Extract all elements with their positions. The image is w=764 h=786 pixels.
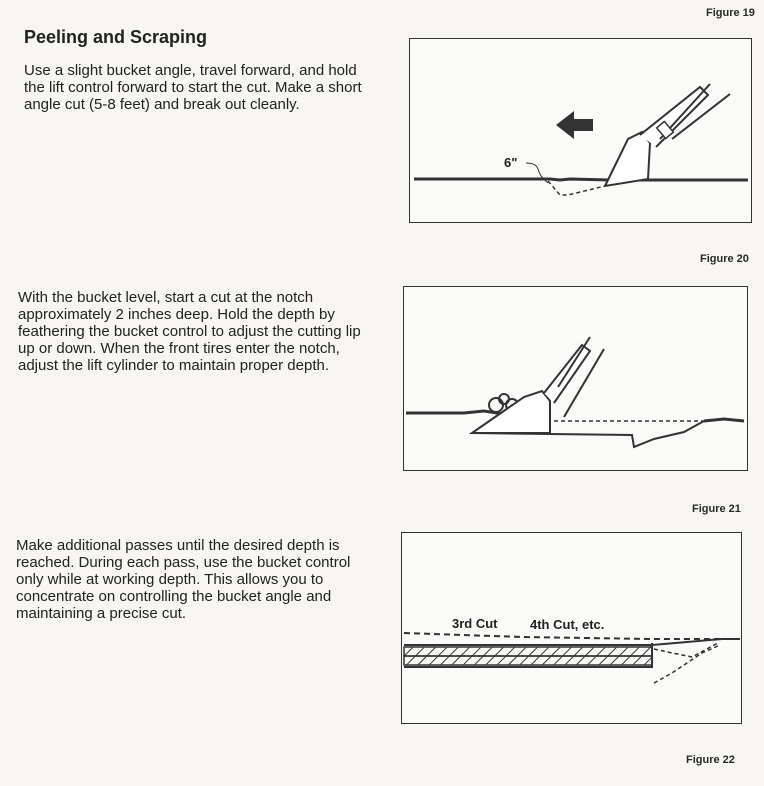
cut4-label: 4th Cut, etc. (530, 617, 605, 632)
figure-19-label: Figure 19 (706, 7, 755, 19)
diagram-level-cut-drawing (404, 287, 747, 470)
figure-20-label: Figure 20 (700, 253, 749, 265)
paragraph-additional-passes: Make additional passes until the desired depth is reached. During each pass, use the bucket control only while at working depth. This allows you to concentrate on controlling the bucket angle and maintaining a precise cut. (16, 537, 351, 622)
diagram-multiple-passes-drawing (402, 533, 741, 723)
cut-layer-1 (404, 647, 652, 656)
diagram-peeling-cut (409, 38, 752, 223)
section-heading: Peeling and Scraping (24, 27, 208, 47)
paragraph-peeling: Use a slight bucket angle, travel forward, and hold the lift control forward to start the cut. Make a short angle cut (5-8 feet) and break out cleanly. (24, 62, 362, 113)
ground-line (414, 179, 748, 180)
cut-profile (548, 181, 605, 195)
depth-label: 6" (504, 155, 518, 170)
figure-21-label: Figure 21 (692, 503, 741, 515)
diagram-multiple-passes (401, 532, 742, 724)
direction-arrow-icon (556, 111, 593, 139)
cut-layer-2 (404, 656, 652, 665)
diagram-peeling-cut-drawing (410, 39, 751, 222)
figure-22-label: Figure 22 (686, 754, 735, 766)
diagram-level-cut (403, 286, 748, 471)
ground-right (704, 419, 744, 421)
paragraph-notch: With the bucket level, start a cut at the notch approximately 2 inches deep. Hold the depth by feathering the bucket control to adjust the cutting lip up or down. When the front tires enter the notch, adjust the lift cylinder to maintain proper depth. (18, 289, 361, 374)
bucket-shape (605, 132, 650, 186)
surface-dashed-line (404, 633, 722, 639)
cut3-label: 3rd Cut (452, 616, 498, 631)
ground-left (406, 411, 504, 414)
